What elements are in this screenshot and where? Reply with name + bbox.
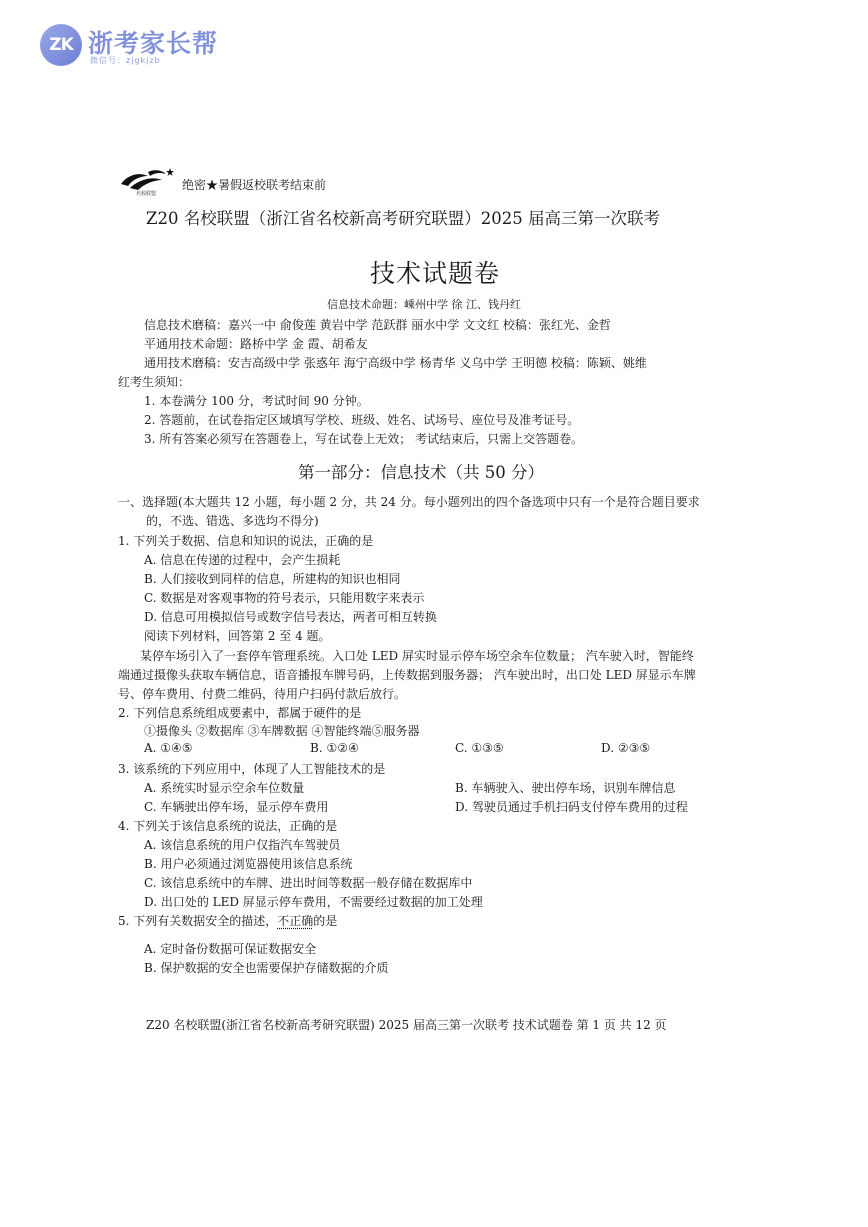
logo-caption: 名校联盟 — [136, 191, 157, 197]
section-title: 第一部分：信息技术（共 50 分） — [298, 463, 544, 482]
zk-logo-icon: ZK — [40, 24, 82, 66]
material-paragraph: 号、停车费用、付费二维码，待用户扫码付款后放行。 — [118, 687, 407, 701]
q1-option-d: D. 信息可用模拟信号或数字信号表达，两者可相互转换 — [144, 610, 437, 624]
notice-item: 1. 本卷满分 100 分，考试时间 90 分钟。 — [144, 394, 369, 408]
q2-option-a: A. ①④⑤ — [144, 741, 193, 755]
q2-option-d: D. ②③⑤ — [601, 741, 651, 755]
q1-option-b: B. 人们接收到同样的信息，所建构的知识也相同 — [144, 572, 401, 586]
credit-line-5: 红考生须知： — [118, 375, 191, 389]
q4-option-b: B. 用户必须通过浏览器使用该信息系统 — [144, 857, 353, 871]
z20-alliance-logo — [118, 166, 180, 196]
page-footer: Z20 名校联盟(浙江省名校新高考研究联盟) 2025 届高三第一次联考 技术试题卷 第 1 页 共 12 页 — [146, 1018, 667, 1032]
brand-watermark — [40, 22, 240, 72]
brand-subtitle: 微信号：zjgkjzb — [90, 56, 161, 65]
q3-option-a: A. 系统实时显示空余车位数量 — [144, 781, 305, 795]
paper-title: 技术试题卷 — [370, 259, 501, 288]
q3-option-b: B. 车辆驶入、驶出停车场，识别车牌信息 — [455, 781, 676, 795]
q5-option-b: B. 保护数据的安全也需要保护存储数据的介质 — [144, 961, 389, 975]
material-paragraph: 端通过摄像头获取车辆信息，语音播报车牌号码，上传数据到服务器； 汽车驶出时，出口处 LED 屏显示车牌 — [118, 668, 696, 682]
material-lead: 阅读下列材料，回答第 2 至 4 题。 — [144, 629, 331, 643]
q5-stem-emphasis: 不正确 — [277, 914, 314, 928]
q5-stem — [118, 912, 337, 929]
brand-name: 浙考家长帮 — [88, 29, 219, 58]
credit-line-4: 通用技术磨稿：安吉高级中学 张惑年 海宁高级中学 杨青华 义乌中学 王明德 校稿：陈颖、姚维 — [144, 356, 647, 370]
section-instructions-cont: 的，不选、错选、多选均不得分) — [146, 514, 319, 528]
material-paragraph: 某停车场引入了一套停车管理系统。入口处 LED 屏实时显示停车场空余车位数量； 汽车驶入时，智能终 — [140, 649, 694, 663]
q3-option-d: D. 驾驶员通过手机扫码支付停车费用的过程 — [455, 800, 688, 814]
q3-option-c: C. 车辆驶出停车场，显示停车费用 — [144, 800, 329, 814]
q5-stem-prefix: 5. 下列有关数据安全的描述， — [118, 914, 278, 928]
q4-option-d: D. 出口处的 LED 屏显示停车费用，不需要经过数据的加工处理 — [144, 895, 483, 909]
q2-option-b: B. ①②④ — [310, 741, 359, 755]
q2-option-c: C. ①③⑤ — [455, 741, 504, 755]
q1-option-a: A. 信息在传递的过程中，会产生损耗 — [144, 553, 341, 567]
q1-option-c: C. 数据是对客观事物的符号表示，只能用数字来表示 — [144, 591, 425, 605]
secrecy-label: 绝密★暑假返校联考结束前 — [182, 178, 327, 192]
credit-line-2: 信息技术磨稿：嘉兴一中 俞俊莲 黄岩中学 范跃群 丽水中学 文文红 校稿：张红光、金哲 — [144, 318, 611, 332]
q4-option-a: A. 该信息系统的用户仅指汽车驾驶员 — [144, 838, 341, 852]
q5-option-a: A. 定时备份数据可保证数据安全 — [144, 942, 317, 956]
section-instructions: 一、选择题(本大题共 12 小题，每小题 2 分，共 24 分。每小题列出的四个备选项中只有一个是符合题目要求 — [118, 495, 700, 509]
exam-title: Z20 名校联盟（浙江省名校新高考研究联盟）2025 届高三第一次联考 — [146, 209, 660, 228]
credit-line-3: 平通用技术命题：路桥中学 金 霞、胡希友 — [144, 337, 368, 351]
q5-stem-suffix: 的是 — [313, 914, 338, 928]
q4-stem: 4. 下列关于该信息系统的说法，正确的是 — [118, 819, 338, 833]
q1-stem: 1. 下列关于数据、信息和知识的说法，正确的是 — [118, 534, 374, 548]
q3-stem: 3. 该系统的下列应用中，体现了人工智能技术的是 — [118, 762, 386, 776]
q2-stem: 2. 下列信息系统组成要素中，都属于硬件的是 — [118, 706, 362, 720]
notice-item: 3. 所有答案必须写在答题卷上，写在试卷上无效； 考试结束后，只需上交答题卷。 — [144, 432, 584, 446]
q4-option-c: C. 该信息系统中的车牌、进出时间等数据一般存储在数据库中 — [144, 876, 473, 890]
credit-line-1: 信息技术命题：嵊州中学 徐 江、钱丹红 — [327, 298, 521, 311]
q2-items: ①摄像头 ②数据库 ③车牌数据 ④智能终端⑤服务器 — [144, 724, 420, 738]
notice-item: 2. 答题前，在试卷指定区域填写学校、班级、姓名、试场号、座位号及准考证号。 — [144, 413, 580, 427]
